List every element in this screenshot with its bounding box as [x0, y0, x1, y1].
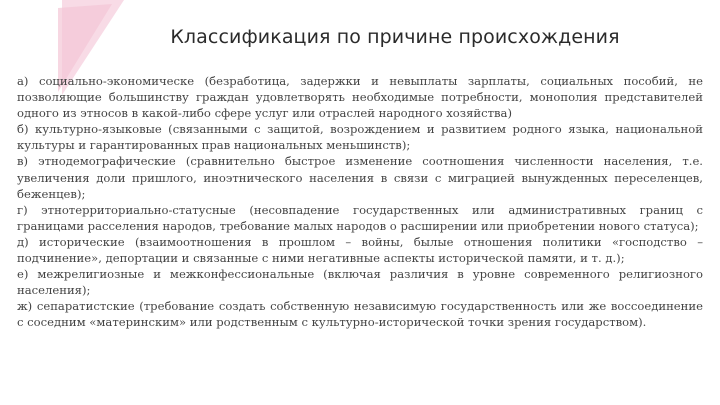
list-item-ethnodemographic: в) этнодемографические (сравнительно быстрое изменение соотношения численности населения, т.е. увеличения доли пришлого, иноэтнического населения в связи с миграцией вынужденных переселенцев, беженцев);	[17, 154, 703, 201]
list-item-separatist: ж) сепаратистские (требование создать собственную независимую государственность или же воссоединение с соседним «материнским» или родственным с культурно-исторической точки зрения государством).	[17, 299, 703, 330]
list-item-ethnoterritorial: г) этнотерриториально-статусные (несовпадение государственных или административных границ с границами расселения народов, требование малых народов о расширении или приобретении нового статуса);	[17, 202, 703, 233]
list-item-cultural-linguistic: б) культурно-языковые (связанными с защитой, возрождением и развитием родного языка, национальной культуры и гарантированных прав национальных меньшинств);	[17, 122, 703, 153]
list-item-historical: д) исторические (взаимоотношения в прошлом – войны, былые отношения политики «господство – подчинение», депортации и связанные с ними негативные аспекты исторической памяти, и т. д.);	[17, 234, 703, 266]
list-item-socioeconomic: а) социально-экономичеcке (безработица, задержки и невыплаты зарплаты, социальных пособий, не позволяющие большинству граждан удовлетворять необходимые потребности, монополия представителей одного из этносов в какой-либо сфере услуг или отраслей народного хозяйства)	[17, 74, 703, 121]
slide-title: Классификация по причине происхождения	[170, 26, 620, 48]
list-item-interreligious: е) межрелигиозные и межконфессиональные (включая различия в уровне современного религиозного населения);	[17, 267, 703, 298]
classification-list	[17, 73, 703, 331]
